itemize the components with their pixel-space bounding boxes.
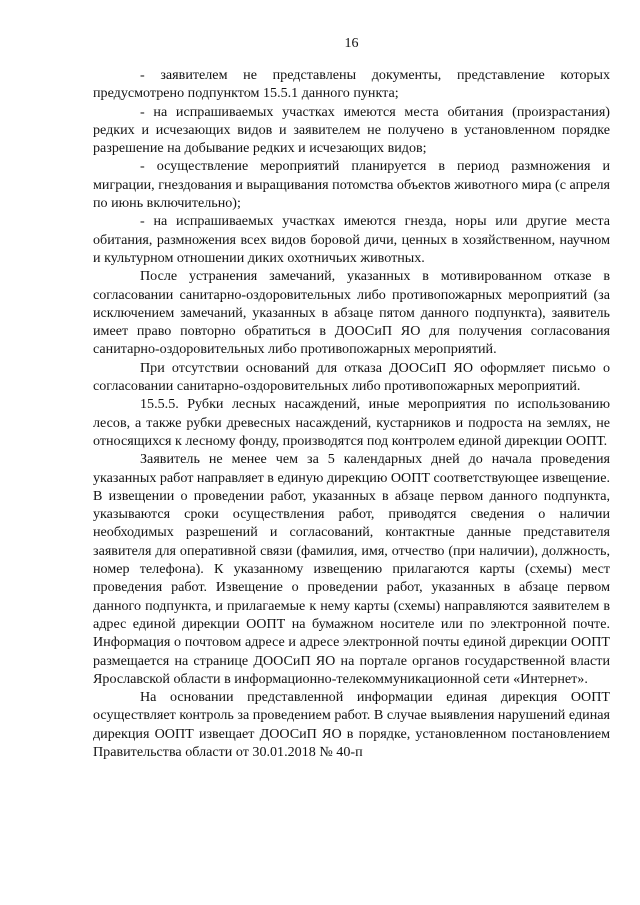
paragraph-resubmission: После устранения замечаний, указанных в мотивированном отказе в согласовании санитарно-оздоровительных либо противопожарных мероприятий (за исключением замечаний, указанных в абзаце пятом данного подпункта), заявитель имеет право повторно обратиться в ДООСиП ЯО для получения согласования санитарно-оздоровительных либо противопожарных мероприятий. (93, 268, 610, 358)
paragraph-list-item-4: - на испрашиваемых участках имеются гнезда, норы или другие места обитания, размножения всех видов боровой дичи, ценных в хозяйственном, научном и культурном отношении диких охотничьих животных. (93, 213, 610, 266)
paragraph-list-item-1: - заявителем не представлены документы, представление которых предусмотрено подпунктом 15.5.1 данного пункта; (93, 67, 610, 102)
paragraph-notification: Заявитель не менее чем за 5 календарных дней до начала проведения указанных работ направляет в единую дирекцию ООПТ соответствующее извещение. В извещении о проведении работ, указанных в абзаце первом данного подпункта, указываются сроки осуществления работ, приводятся сведения о наличии необходимых разрешений и согласований, контактные данные представителя заявителя для оперативной связи (фамилия, имя, отчество (при наличии), должность, номер телефона). К указанному извещению прилагаются карты (схемы) мест проведения работ. Извещение о проведении работ, указанных в абзаце первом данного подпункта, и прилагаемые к нему карты (схемы) направляются заявителем в адрес единой дирекции ООПТ на бумажном носителе или по электронной почте. Информация о почтовом адресе и адресе электронной почты единой дирекции ООПТ размещается на странице ДООСиП ЯО на портале органов государственной власти Ярославской области в информационно-телекоммуникационной сети «Интернет». (93, 451, 610, 687)
document-body (93, 66, 610, 761)
paragraph-control: На основании представленной информации единая дирекция ООПТ осуществляет контроль за проведением работ. В случае выявления нарушений единая дирекция ООПТ извещает ДООСиП ЯО в порядке, установленном постановлением Правительства области от 30.01.2018 № 40-п (93, 689, 610, 760)
paragraph-15-5-5: 15.5.5. Рубки лесных насаждений, иные мероприятия по использованию лесов, а также рубки древесных насаждений, кустарников и подроста на землях, не относящихся к лесному фонду, производятся под контролем единой дирекции ООПТ. (93, 396, 610, 449)
paragraph-list-item-2: - на испрашиваемых участках имеются места обитания (произрастания) редких и исчезающих видов и заявителем не получено в установленном порядке разрешение на добывание редких и исчезающих видов; (93, 103, 610, 157)
paragraph-approval-letter: При отсутствии оснований для отказа ДООСиП ЯО оформляет письмо о согласовании санитарно-оздоровительных либо противопожарных мероприятий. (93, 359, 610, 395)
paragraph-list-item-3: - осуществление мероприятий планируется в период размножения и миграции, гнездования и выращивания потомства объектов животного мира (с апреля по июнь включительно); (93, 158, 610, 212)
page-number: 16 (344, 36, 359, 51)
